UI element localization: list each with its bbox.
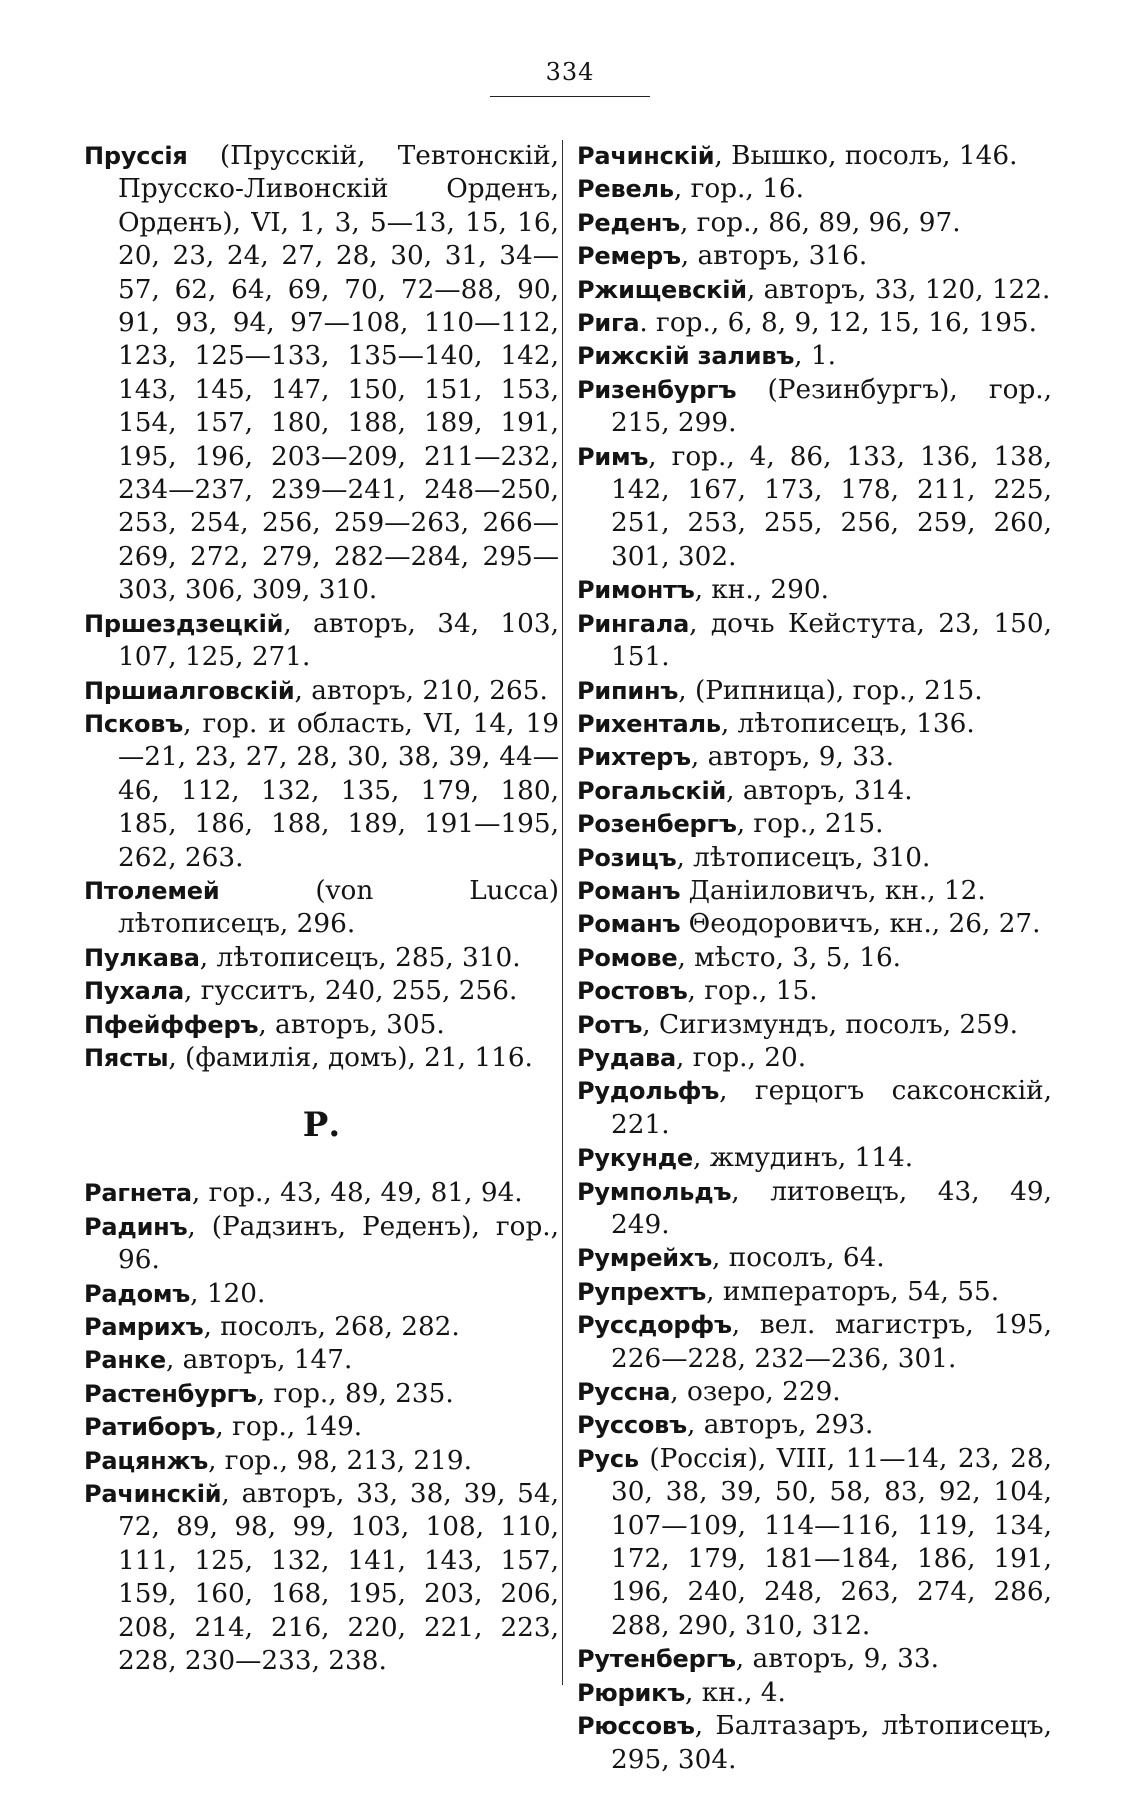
entry-text: , Балтазаръ, лѣтописецъ, 295, 304. bbox=[611, 1711, 1052, 1775]
entry-head: Рупрехтъ bbox=[577, 1277, 707, 1306]
index-entry bbox=[577, 675, 1052, 708]
entry-head: Радинъ bbox=[84, 1212, 188, 1241]
index-entry bbox=[84, 1378, 559, 1411]
section-letter-heading: Р. bbox=[302, 1105, 341, 1146]
entry-head: Рипинъ bbox=[577, 676, 679, 705]
index-entry bbox=[84, 1177, 559, 1210]
entry-head: Розицъ bbox=[577, 843, 677, 872]
column-divider bbox=[562, 140, 563, 1685]
index-entry bbox=[577, 1443, 1052, 1643]
entry-head: Розенбергъ bbox=[577, 810, 737, 839]
index-entry bbox=[577, 1242, 1052, 1275]
index-entry bbox=[84, 1278, 559, 1311]
index-entry bbox=[577, 274, 1052, 307]
entry-text: , кн., 290. bbox=[694, 575, 829, 606]
index-entry bbox=[84, 675, 559, 708]
entry-text: , 120. bbox=[190, 1278, 266, 1309]
entry-head: Рацянжъ bbox=[84, 1446, 209, 1475]
right-column bbox=[577, 140, 1052, 1777]
entry-head: Ржищевскій bbox=[577, 275, 747, 304]
entry-head: Пршиалговскій bbox=[84, 676, 295, 705]
entry-head: Пясты bbox=[84, 1043, 169, 1072]
entry-text: Θеодоровичъ, кн., 26, 27. bbox=[680, 909, 1041, 940]
entry-text: , гусситъ, 240, 255, 256. bbox=[183, 976, 518, 1007]
index-entry bbox=[577, 1309, 1052, 1376]
entry-head: Рудольфъ bbox=[577, 1077, 720, 1106]
index-entry bbox=[577, 708, 1052, 741]
index-entry bbox=[84, 1478, 559, 1678]
entry-head: Пршездзецкій bbox=[84, 609, 284, 638]
entry-head: Ратиборъ bbox=[84, 1413, 216, 1442]
index-entry bbox=[577, 808, 1052, 841]
entry-text: , лѣтописецъ, 136. bbox=[720, 708, 975, 739]
entry-text: Даніиловичъ, кн., 12. bbox=[680, 875, 986, 906]
entry-head: Пруссія bbox=[84, 142, 188, 170]
entry-head: Ромове bbox=[577, 943, 678, 972]
index-entry bbox=[84, 875, 559, 942]
index-entry bbox=[84, 1042, 559, 1075]
index-entry bbox=[84, 1211, 559, 1278]
entry-text: , посолъ, 64. bbox=[712, 1243, 885, 1274]
page-number-rule bbox=[490, 96, 650, 97]
index-entry bbox=[84, 1311, 559, 1344]
entry-head: Ризенбургъ bbox=[577, 375, 737, 404]
entry-text: , гор., 215. bbox=[736, 809, 884, 840]
entry-text: (Россія), VIII, 11—14, 23, 28, 30, 38, 39, 50, 58, 83, 92, 104, 107—109, 114—116, 119, 134, 172, 179, 181—184, 186, 191, 196, 240, 248, 263, 274, 286, 288, 290, 310, 312. bbox=[611, 1443, 1052, 1641]
entry-head: Рачинскій bbox=[577, 142, 715, 170]
entry-head: Ростовъ bbox=[577, 977, 688, 1006]
entry-head: Римъ bbox=[577, 442, 649, 471]
entry-head: Ротъ bbox=[577, 1010, 643, 1039]
index-entry bbox=[577, 842, 1052, 875]
entry-head: Рутенбергъ bbox=[577, 1645, 736, 1674]
entry-head: Рогальскій bbox=[577, 776, 727, 805]
entry-head: Рихенталь bbox=[577, 709, 721, 738]
entry-head: Римонтъ bbox=[577, 576, 695, 605]
index-entry bbox=[577, 307, 1052, 340]
index-entry bbox=[577, 608, 1052, 675]
entry-text: , авторъ, 305. bbox=[258, 1009, 445, 1040]
index-entry bbox=[577, 1643, 1052, 1676]
entry-text: , литовецъ, 43, 49, 249. bbox=[611, 1176, 1052, 1240]
entry-text: , авторъ, 314. bbox=[726, 775, 913, 806]
entry-text: , посолъ, 268, 282. bbox=[203, 1312, 460, 1342]
entry-text: , гор., 16. bbox=[673, 174, 804, 205]
entry-text: (Прусскій, Тевтонскій, Прусско-Ливонскій Орденъ, Орденъ), VI, 1, 3, 5—13, 15, 16, 20, 23, 24, 27, 28, 30, 31, 34—57, 62, 64, 69, 70, 72—88, 90, 91, 93, 94, 97—108, 110—112, 123, 125—133, 135—140, 142, 143, 145, 147, 150, 151, 153, 154, 157, 180, 188, 189, 191, 195, 196, 203—209, 211—232, 234—237, 239—241, 248—250, 253, 254, 256, 259—263, 266—269, 272, 279, 282—284, 295—303, 306, 309, 310. bbox=[118, 141, 559, 606]
entry-text: , гор., 20. bbox=[676, 1042, 807, 1073]
index-entry bbox=[577, 775, 1052, 808]
entry-text: , (Радзинъ, Реденъ), гор., 96. bbox=[118, 1211, 559, 1276]
entry-head: Пулкава bbox=[84, 943, 200, 972]
entry-head: Рагнета bbox=[84, 1179, 192, 1208]
index-entry bbox=[84, 140, 559, 608]
entry-head: Романъ bbox=[577, 876, 681, 905]
index-entry bbox=[577, 1009, 1052, 1042]
left-column bbox=[84, 140, 559, 1678]
entry-text: , авторъ, 147. bbox=[165, 1345, 353, 1376]
index-entry bbox=[577, 1677, 1052, 1710]
entry-head: Ревель bbox=[577, 175, 674, 204]
index-entry bbox=[577, 574, 1052, 607]
index-entry bbox=[84, 1445, 559, 1478]
entry-text: , лѣтописецъ, 310. bbox=[676, 842, 931, 873]
entry-text: , гор., 149. bbox=[215, 1412, 363, 1443]
entry-head: Руссдорфъ bbox=[577, 1311, 732, 1340]
entry-text: , (Рипница), гор., 215. bbox=[678, 675, 983, 706]
entry-text: , авторъ, 9, 33. bbox=[735, 1644, 939, 1675]
index-entry bbox=[577, 908, 1052, 941]
entry-head: Реденъ bbox=[577, 208, 680, 237]
index-entry bbox=[84, 1411, 559, 1444]
index-entry bbox=[577, 140, 1052, 173]
entry-head: Рамрихъ bbox=[84, 1313, 204, 1341]
index-entry bbox=[84, 708, 559, 875]
entry-text: , озеро, 229. bbox=[670, 1377, 841, 1408]
entry-text: , герцогъ саксонскій, 221. bbox=[611, 1076, 1052, 1140]
entry-head: Рихтеръ bbox=[577, 743, 691, 772]
entry-text: , авторъ, 33, 38, 39, 54, 72, 89, 98, 99, 103, 108, 110, 111, 125, 132, 141, 143, 157, 159, 160, 168, 195, 203, 206, 208, 214, 216, 220, 221, 223, 228, 230—233, 238. bbox=[118, 1479, 559, 1677]
entry-text: , Вышко, посолъ, 146. bbox=[714, 141, 1018, 171]
entry-head: Пфейфферъ bbox=[84, 1010, 259, 1039]
entry-head: Романъ bbox=[577, 910, 681, 939]
entry-head: Радомъ bbox=[84, 1279, 191, 1308]
index-entry bbox=[84, 942, 559, 975]
entry-text: , авторъ, 34, 103, 107, 125, 271. bbox=[118, 608, 559, 673]
entry-text: , авторъ, 210, 265. bbox=[294, 675, 548, 706]
entry-head: Рюрикъ bbox=[577, 1678, 686, 1707]
entry-text: , авторъ, 33, 120, 122. bbox=[746, 274, 1051, 305]
entry-text: , авторъ, 316. bbox=[680, 241, 868, 272]
entry-head: Руссна bbox=[577, 1378, 671, 1407]
index-entry bbox=[577, 1710, 1052, 1777]
entry-text: , вел. магистръ, 195, 226—228, 232—236, 301. bbox=[611, 1310, 1052, 1374]
entry-text: , гор. и область, VI, 14, 19—21, 23, 27, 28, 30, 38, 39, 44—46, 112, 132, 135, 179, 180, 185, 186, 188, 189, 191—195, 262, 263. bbox=[118, 708, 559, 873]
entry-text: (Резинбургъ), гор., 215, 299. bbox=[611, 374, 1052, 439]
entry-text: , гор., 43, 48, 49, 81, 94. bbox=[191, 1178, 523, 1209]
entry-head: Румрейхъ bbox=[577, 1244, 713, 1273]
entry-head: Рукунде bbox=[577, 1144, 694, 1173]
entry-text: , 1. bbox=[794, 341, 836, 372]
entry-head: Птолемей bbox=[84, 876, 220, 905]
entry-head: Ремеръ bbox=[577, 242, 681, 271]
left-entries-bottom bbox=[84, 1177, 559, 1678]
index-entry bbox=[577, 240, 1052, 273]
index-entry bbox=[84, 975, 559, 1008]
index-entry bbox=[577, 875, 1052, 908]
index-entry bbox=[577, 741, 1052, 774]
index-entry bbox=[84, 1009, 559, 1042]
entry-text: , гор., 4, 86, 133, 136, 138, 142, 167, 173, 178, 211, 225, 251, 253, 255, 256, 259, 260, 301, 302. bbox=[611, 441, 1052, 572]
index-entry bbox=[577, 207, 1052, 240]
index-entry bbox=[84, 608, 559, 675]
entry-text: , Сигизмундъ, посолъ, 259. bbox=[642, 1009, 1018, 1040]
entry-text: , мѣсто, 3, 5, 16. bbox=[677, 942, 902, 973]
entry-text: . гор., 6, 8, 9, 12, 15, 16, 195. bbox=[639, 308, 1038, 339]
index-entry bbox=[577, 374, 1052, 441]
entry-head: Рига bbox=[577, 309, 640, 338]
entry-head: Рижскій заливъ bbox=[577, 342, 795, 371]
entry-head: Румпольдъ bbox=[577, 1177, 732, 1206]
entry-text: , авторъ, 9, 33. bbox=[690, 742, 895, 773]
index-entry bbox=[577, 1042, 1052, 1075]
entry-head: Пухала bbox=[84, 977, 184, 1006]
index-entry bbox=[577, 1176, 1052, 1243]
entry-text: , императоръ, 54, 55. bbox=[706, 1276, 1000, 1307]
entry-text: , гор., 89, 235. bbox=[256, 1378, 454, 1409]
entry-text: , гор., 86, 89, 96, 97. bbox=[679, 207, 961, 238]
index-entry bbox=[577, 173, 1052, 206]
entry-head: Ранке bbox=[84, 1346, 166, 1375]
entry-text: , авторъ, 293. bbox=[687, 1410, 874, 1441]
index-entry bbox=[577, 1142, 1052, 1175]
entry-head: Руссовъ bbox=[577, 1411, 687, 1440]
entry-head: Русь bbox=[577, 1444, 639, 1473]
left-entries-top bbox=[84, 140, 559, 1075]
index-entry bbox=[577, 340, 1052, 373]
index-entry bbox=[577, 975, 1052, 1008]
entry-text: , дочь Кейстута, 23, 150, 151. bbox=[611, 608, 1052, 673]
entry-text: , (фамилія, домъ), 21, 116. bbox=[168, 1042, 533, 1073]
index-entry bbox=[577, 1075, 1052, 1142]
entry-head: Рингала bbox=[577, 609, 690, 638]
page-number: 334 bbox=[545, 58, 595, 86]
entry-head: Рюссовъ bbox=[577, 1712, 695, 1741]
entry-text: , гор., 15. bbox=[687, 976, 818, 1007]
index-entry bbox=[577, 942, 1052, 975]
entry-text: , жмудинъ, 114. bbox=[693, 1143, 914, 1174]
entry-text: (von Lucca) лѣтописецъ, 296. bbox=[118, 875, 559, 940]
index-entry bbox=[577, 1409, 1052, 1442]
index-entry bbox=[577, 1376, 1052, 1409]
entry-head: Псковъ bbox=[84, 709, 184, 738]
entry-head: Рудава bbox=[577, 1043, 676, 1072]
index-entry bbox=[577, 1276, 1052, 1309]
entry-head: Рачинскій bbox=[84, 1480, 222, 1509]
entry-text: , кн., 4. bbox=[685, 1677, 786, 1708]
entry-head: Растенбургъ bbox=[84, 1379, 257, 1408]
entry-text: , гор., 98, 213, 219. bbox=[208, 1445, 472, 1476]
entry-text: , лѣтописецъ, 285, 310. bbox=[199, 942, 521, 973]
index-entry bbox=[577, 441, 1052, 575]
index-entry bbox=[84, 1344, 559, 1377]
